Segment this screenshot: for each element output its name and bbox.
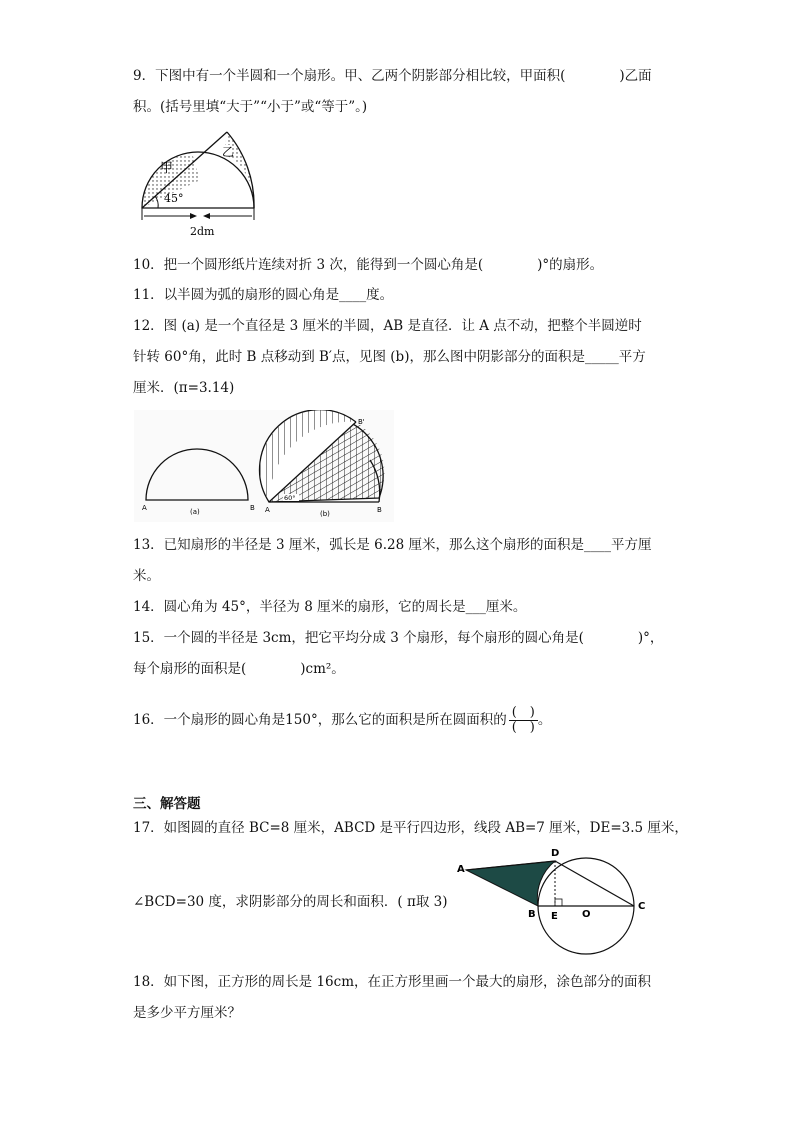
b-label-A: A: [265, 506, 270, 514]
q17-label-E: E: [551, 911, 558, 922]
q17-line1: 17．如图圆的直径 BC=8 厘米，ABCD 是平行四边形，线段 AB=7 厘米，DE=3.5 厘米，: [133, 820, 688, 836]
b-label-B: B: [377, 506, 382, 514]
q12-line3: 厘米．(π=3.14): [133, 380, 235, 396]
q17-label-A: A: [457, 864, 465, 875]
q9-line1: 9．下图中有一个半圆和一个扇形。甲、乙两个阴影部分相比较，甲面积( )乙面: [133, 68, 652, 84]
q13-line2: 米。: [133, 568, 160, 584]
q15-line1: 15．一个圆的半径是 3cm，把它平均分成 3 个扇形，每个扇形的圆心角是( )°，: [133, 630, 664, 646]
q18-line2: 是多少平方厘米？: [133, 1005, 241, 1021]
q17-figure: [452, 842, 662, 962]
b-label-Bprime: B': [358, 418, 365, 426]
q16-end: 。: [537, 712, 552, 728]
q12-line2: 针转 60°角，此时 B 点移动到 B′点，见图 (b)，那么图中阴影部分的面积是_____平方: [133, 349, 646, 365]
q14: 14．圆心角为 45°，半径为 8 厘米的扇形，它的周长是___厘米。: [133, 599, 527, 615]
q16-fraction: [509, 706, 538, 735]
dim-label: 2dm: [190, 225, 215, 238]
a-caption: (a): [190, 508, 200, 516]
q17-line2: ∠BCD=30 度，求阴影部分的周长和面积．( π取 3): [133, 894, 448, 910]
q9-line2: 积。(括号里填“大于”“小于”或“等于”。): [133, 99, 368, 115]
q16-numerator: ( ): [509, 706, 538, 721]
label-yi: 乙: [222, 145, 235, 159]
q18-line1: 18．如下图，正方形的周长是 16cm，在正方形里画一个最大的扇形，涂色部分的面积: [133, 974, 652, 990]
q11: 11．以半圆为弧的扇形的圆心角是____度。: [133, 287, 394, 303]
q10: 10．把一个圆形纸片连续对折 3 次，能得到一个圆心角是( )°的扇形。: [133, 257, 604, 273]
q17-label-D: D: [551, 848, 560, 859]
q17-label-C: C: [638, 901, 646, 912]
q16-text: 16．一个扇形的圆心角是150°，那么它的面积是所在圆面积的: [133, 712, 507, 728]
q17-label-O: O: [582, 909, 591, 920]
b-caption: (b): [320, 510, 330, 518]
a-label-A: A: [142, 504, 147, 512]
angle-label: 45°: [164, 192, 184, 205]
q12-line1: 12．图 (a) 是一个直径是 3 厘米的半圆，AB 是直径．让 A 点不动，把整个半圆逆时: [133, 318, 642, 334]
section-heading: 三、解答题: [133, 796, 201, 812]
q12-figure: [134, 410, 394, 522]
a-label-B: B: [250, 504, 255, 512]
label-jia: 甲: [160, 161, 174, 176]
q16-denominator: ( ): [511, 720, 535, 735]
q13-line1: 13．已知扇形的半径是 3 厘米，弧长是 6.28 厘米，那么这个扇形的面积是____平方厘: [133, 537, 652, 553]
q16: [133, 706, 551, 735]
q17-label-B: B: [528, 909, 536, 920]
q15-line2: 每个扇形的面积是( )cm²。: [133, 661, 345, 677]
b-angle: 60°: [284, 494, 296, 502]
q9-figure: [132, 128, 272, 240]
